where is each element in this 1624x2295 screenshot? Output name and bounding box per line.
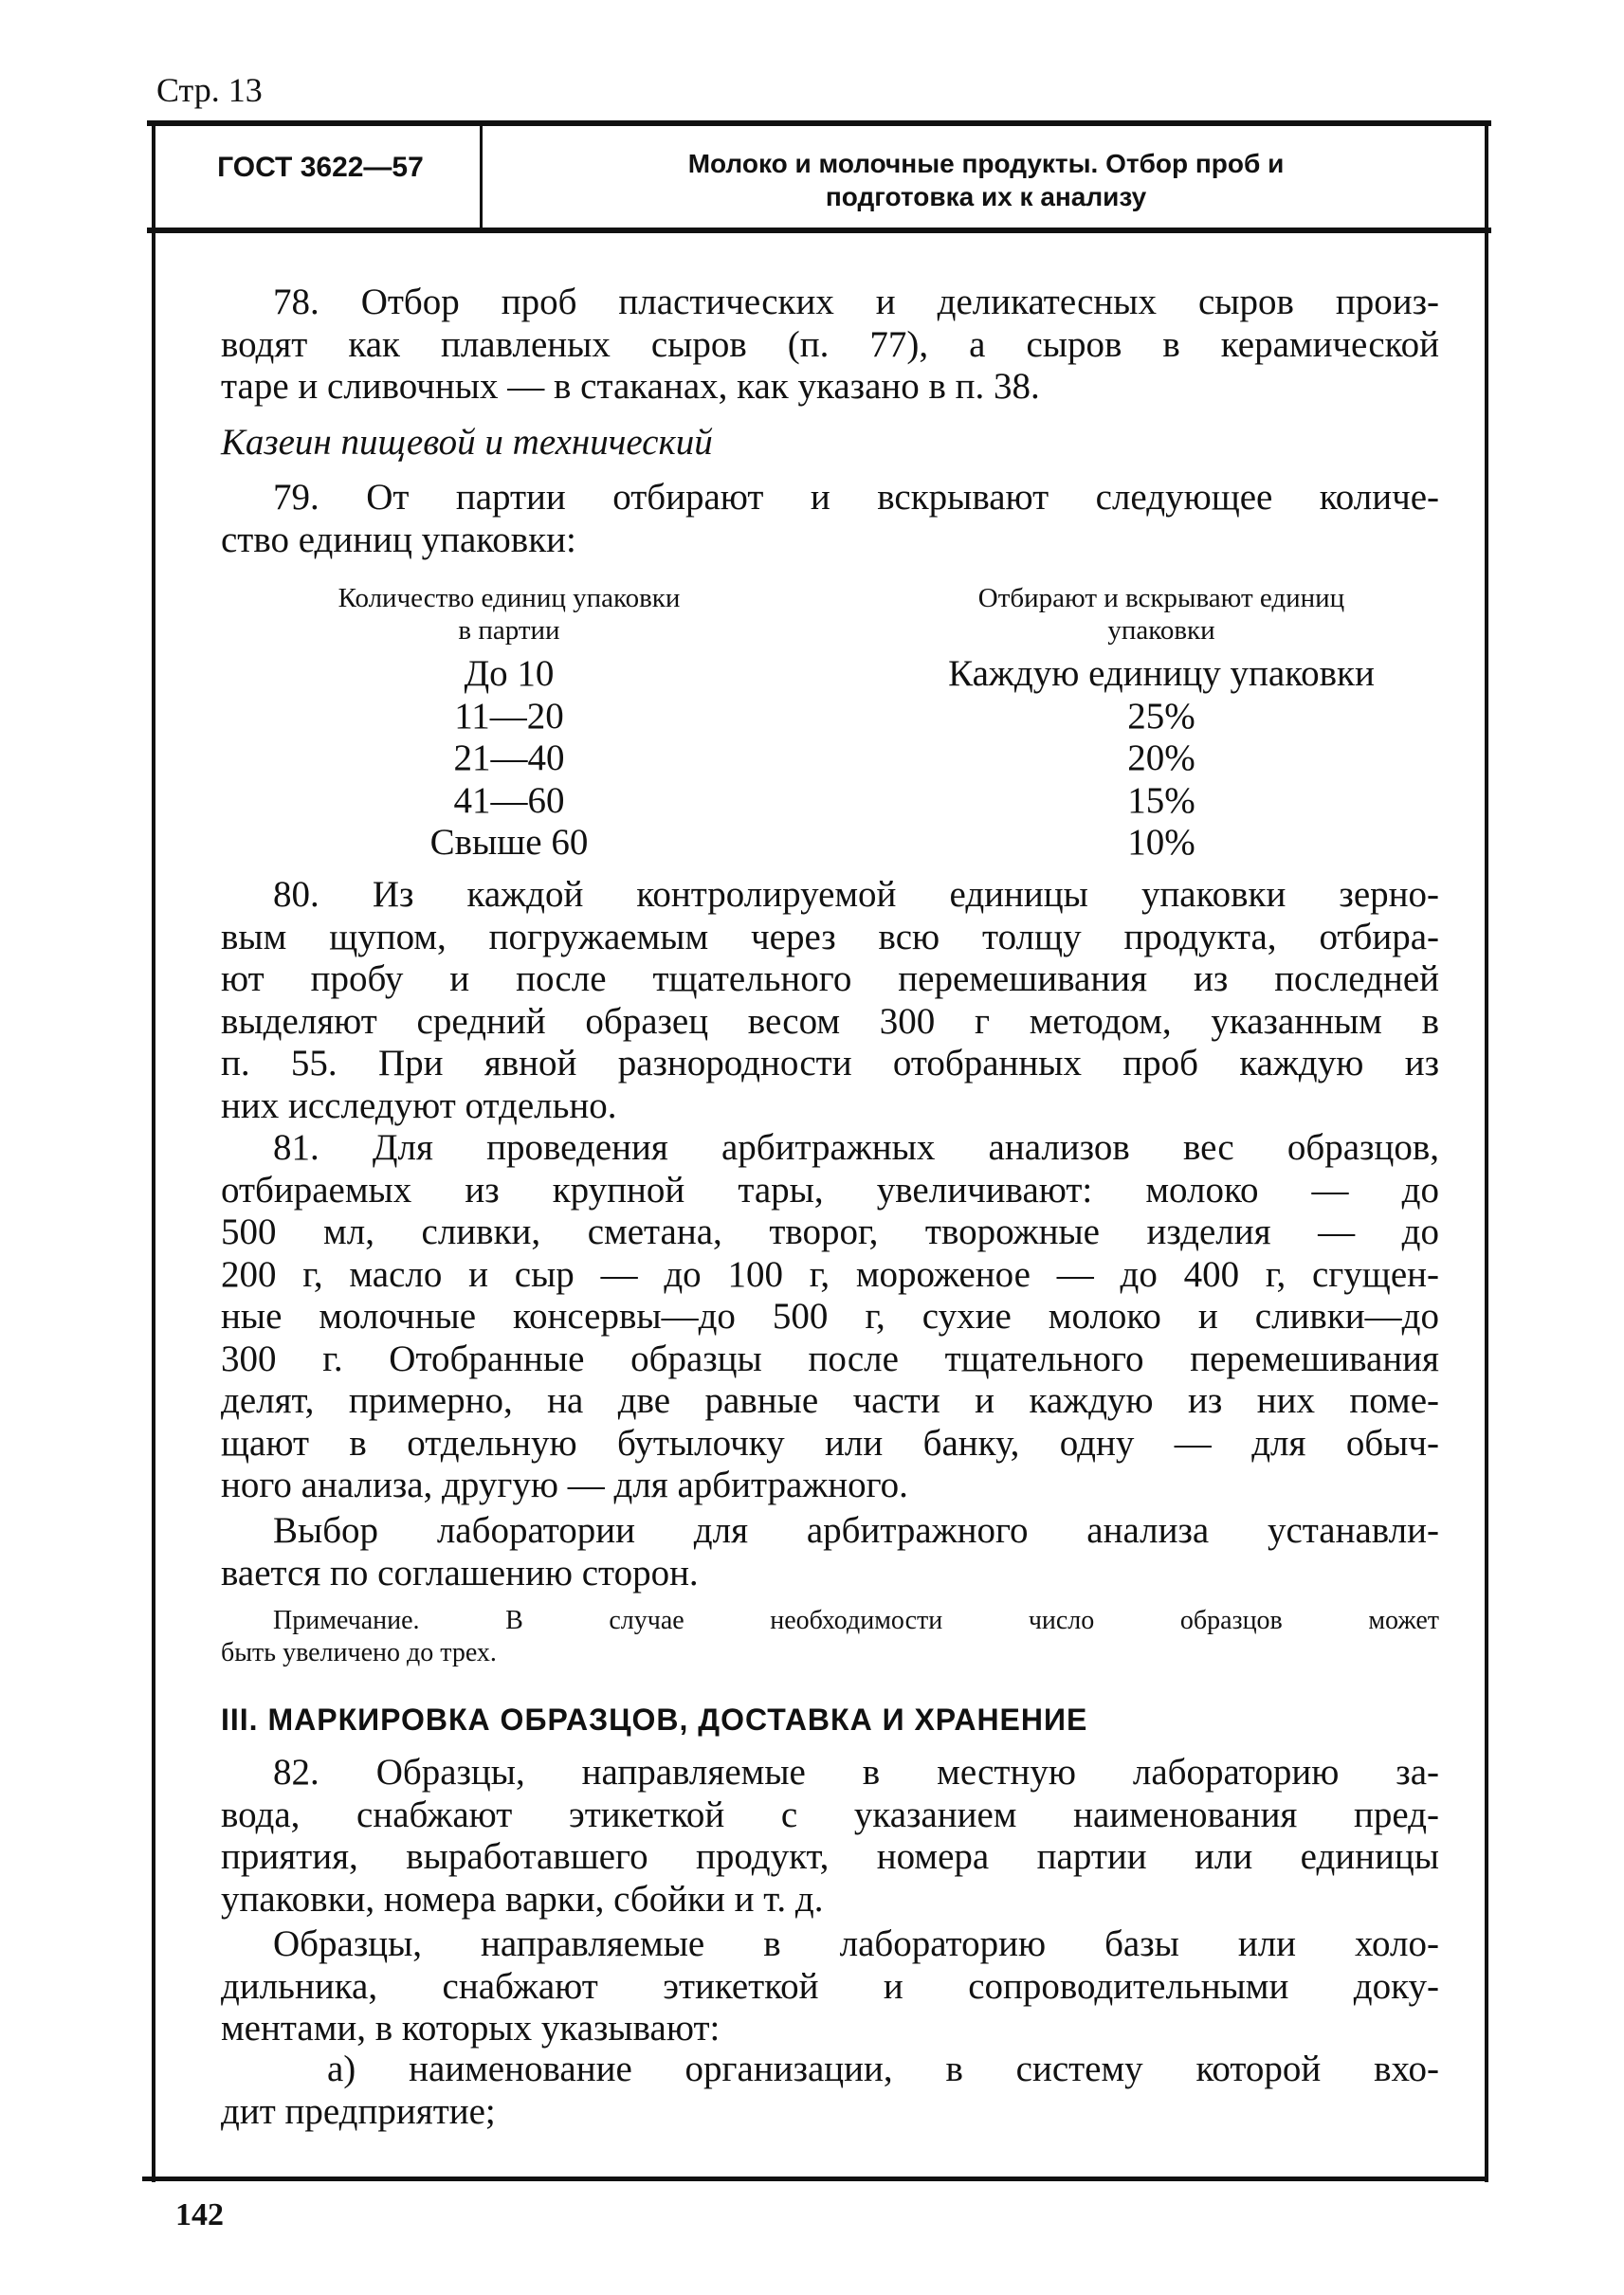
header-bottom-rule xyxy=(147,228,1491,233)
text-line: 500 мл, сливки, сметана, творог, творожные изделия — до xyxy=(221,1211,1439,1252)
text-line: выделяют средний образец весом 300 г методом, указанным в xyxy=(221,1000,1439,1042)
text-line: вым щупом, погружаемым через всю толщу продукта, отбира- xyxy=(221,916,1439,957)
page-reference: Стр. 13 xyxy=(156,71,263,109)
text-line: а) наименование организации, в систему которой вхо- xyxy=(327,2049,1439,2089)
text-line: Образцы, направляемые в лабораторию базы или холо- xyxy=(273,1923,1439,1964)
text-line: дильника, снабжают этикеткой и сопроводительными доку- xyxy=(221,1965,1439,2007)
text-line: дит предприятие; xyxy=(221,2090,496,2132)
note xyxy=(221,1605,1439,1669)
bottom-frame-rule xyxy=(142,2177,1488,2181)
text-line: 81. Для проведения арбитражных анализов вес образцов, xyxy=(273,1127,1439,1168)
table-cell: 10% xyxy=(1127,822,1195,863)
standard-number: ГОСТ 3622—57 xyxy=(217,152,424,183)
table-cell: Каждую единицу упаковки xyxy=(948,653,1375,694)
section-heading xyxy=(221,1699,1439,1741)
text-line: них исследуют отдельно. xyxy=(221,1084,617,1126)
text-line: вается по соглашению сторон. xyxy=(221,1552,699,1594)
text-line: Казеин пищевой и технический xyxy=(221,422,713,463)
text-line: Выбор лаборатории для арбитражного анализа устанавли- xyxy=(273,1510,1439,1551)
table-cell: 20% xyxy=(1127,738,1195,778)
paragraph xyxy=(221,1127,1439,1507)
text-line: вода, снабжают этикеткой с указанием наименования пред- xyxy=(221,1794,1439,1835)
table-cell: 15% xyxy=(1127,779,1195,821)
text-line: делят, примерно, на две равные части и каждую из них поме- xyxy=(221,1380,1439,1421)
text-line: ные молочные консервы—до 500 г, сухие молоко и сливки—до xyxy=(221,1296,1439,1337)
table-cell: 21—40 xyxy=(453,738,565,778)
text-line: 80. Из каждой контролируемой единицы упаковки зерно- xyxy=(273,874,1439,915)
paragraph xyxy=(221,1752,1439,1921)
paragraph xyxy=(221,1510,1439,1594)
text-line: 78. Отбор проб пластических и деликатесных сыров произ- xyxy=(273,282,1439,322)
paragraph xyxy=(221,874,1439,1127)
text-line: Примечание. В случае необходимости число образцов может xyxy=(273,1606,1439,1635)
document-title-line: Молоко и молочные продукты. Отбор проб и xyxy=(687,149,1285,178)
text-line: быть увеличено до трех. xyxy=(221,1638,497,1667)
subsection-heading xyxy=(221,422,1439,464)
left-frame-rule xyxy=(152,123,155,2182)
table-cell: 11—20 xyxy=(454,695,564,737)
paragraph xyxy=(221,477,1439,561)
text-line: 82. Образцы, направляемые в местную лабораторию за- xyxy=(273,1752,1439,1793)
table-cell: 25% xyxy=(1127,695,1195,737)
table-header: Количество единиц упаковки xyxy=(338,583,681,613)
text-line: щают в отдельную бутылочку или банку, одну — для обыч- xyxy=(221,1422,1439,1464)
text-line: приятия, выработавшего продукт, номера партии или единицы xyxy=(221,1836,1439,1877)
paragraph xyxy=(221,282,1439,409)
table-cell: Свыше 60 xyxy=(429,822,589,863)
right-frame-rule xyxy=(1485,123,1488,2182)
table-header: Отбирают и вскрывают единиц xyxy=(977,583,1345,613)
text-line: упаковки, номера варки, сбойки и т. д. xyxy=(221,1878,824,1920)
table-header: в партии xyxy=(458,615,560,646)
text-line: ного анализа, другую — для арбитражного. xyxy=(221,1465,908,1505)
text-line: III. МАРКИРОВКА ОБРАЗЦОВ, ДОСТАВКА И ХРАНЕНИЕ xyxy=(221,1703,1088,1737)
text-line: 79. От партии отбирают и вскрывают следующее количе- xyxy=(273,477,1439,518)
table-cell: До 10 xyxy=(464,653,555,694)
text-line: ментами, в которых указывают: xyxy=(221,2008,721,2049)
text-line: отбираемых из крупной тары, увеличивают: молоко — до xyxy=(221,1169,1439,1211)
table-header: упаковки xyxy=(1107,615,1215,646)
text-line: п. 55. При явной разнородности отобранных проб каждую из xyxy=(221,1043,1439,1084)
text-line: таре и сливочных — в стаканах, как указано в п. 38. xyxy=(221,366,1040,407)
document-title-line: подготовка их к анализу xyxy=(825,182,1147,211)
document-title xyxy=(485,147,1487,213)
list-item xyxy=(221,2049,1439,2133)
text-line: 300 г. Отобранные образцы после тщательного перемешивания xyxy=(221,1338,1439,1379)
text-line: 200 г, масло и сыр — до 100 г, мороженое — до 400 г, сгущен- xyxy=(221,1253,1439,1295)
text-line: ство единиц упаковки: xyxy=(221,519,576,560)
header-top-rule xyxy=(147,120,1491,126)
table-cell: 41—60 xyxy=(453,779,565,821)
paragraph xyxy=(221,1923,1439,2050)
text-line: водят как плавленых сыров (п. 77), а сыров в керамической xyxy=(221,323,1439,365)
text-line: ют пробу и после тщательного перемешивания из последней xyxy=(221,958,1439,999)
page-number: 142 xyxy=(175,2197,224,2232)
